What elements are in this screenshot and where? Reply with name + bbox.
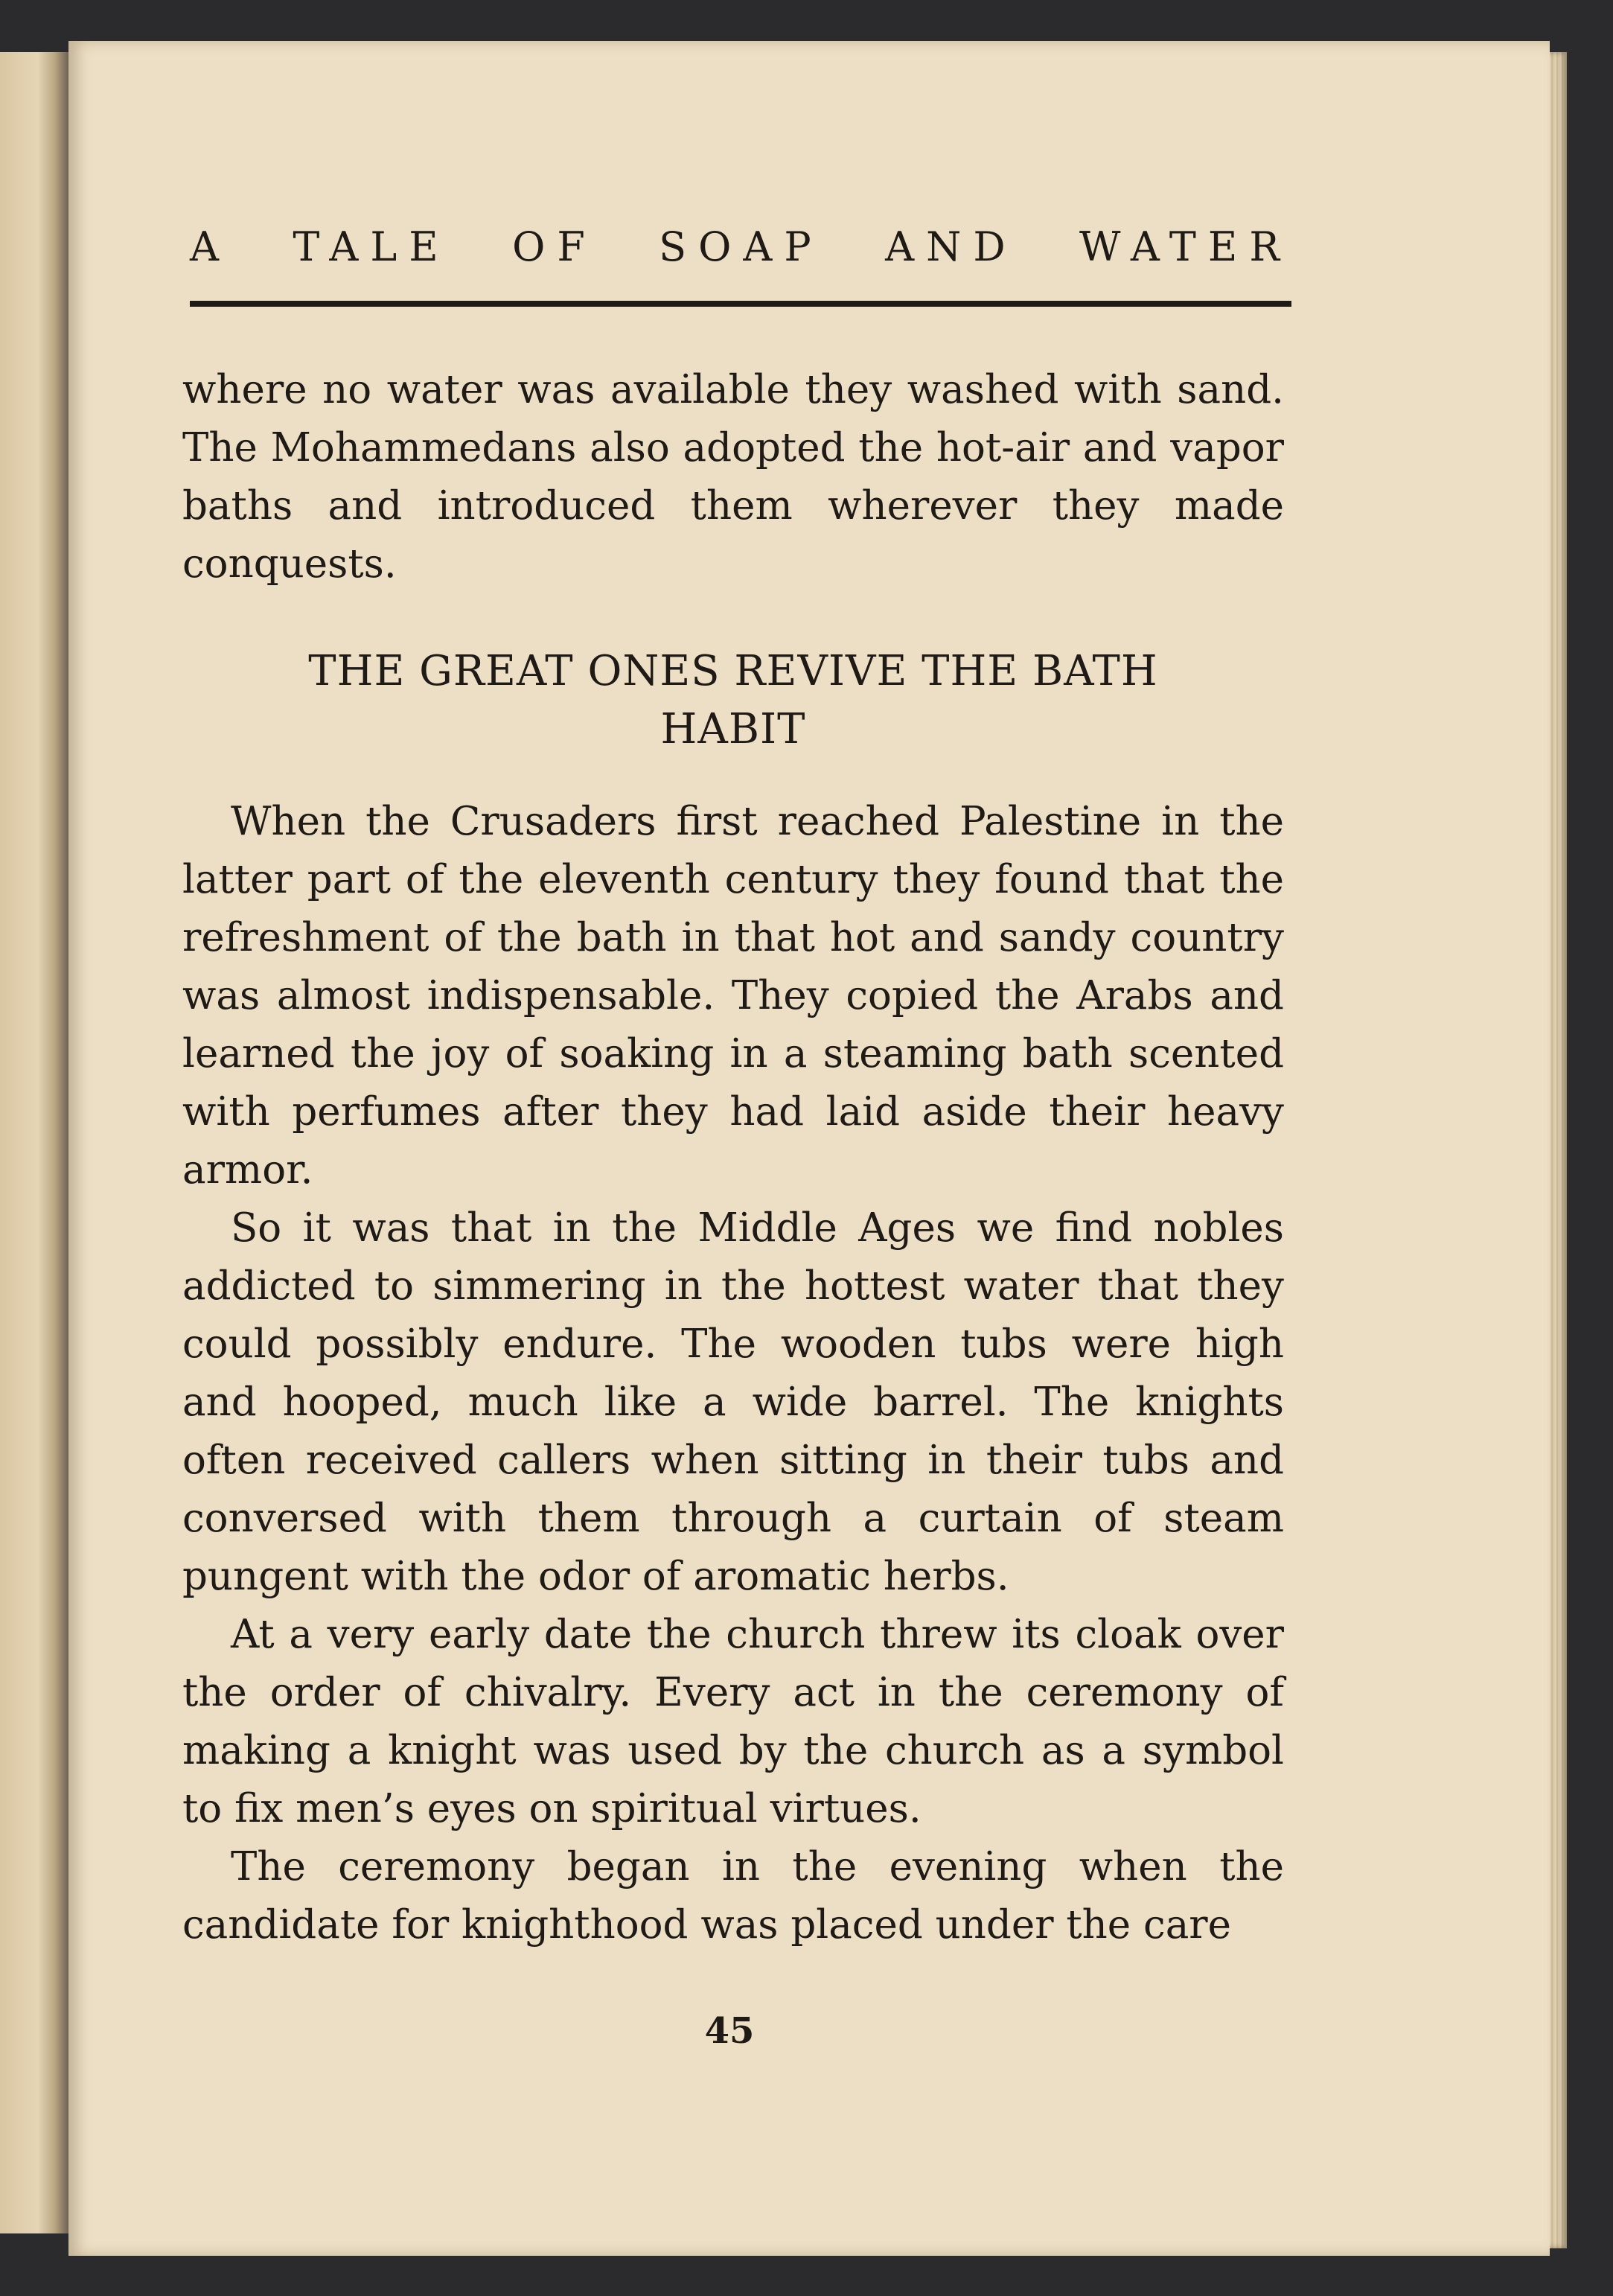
section-heading <box>182 642 1284 759</box>
paragraph: The ceremony began in the evening when the candidate for knighthood was placed under the care <box>182 1844 1284 1948</box>
paragraph: So it was that in the Middle Ages we find nobles addicted to simmering in the hottest water that they could possibly endure. The wooden tubs were high and hooped, much like a wide barrel. The knights often received callers when sitting in their tubs and conversed with them through a curtain of steam pungent with the odor of aromatic herbs. <box>182 1205 1284 1599</box>
body-text <box>182 361 1284 1954</box>
running-head-word: SOAP <box>659 223 823 270</box>
page-number: 45 <box>704 2010 755 2052</box>
header-rule <box>190 301 1291 307</box>
section-heading-line: HABIT <box>660 705 806 753</box>
running-head-word: A <box>190 223 231 270</box>
running-head-word: TALE <box>293 223 450 270</box>
running-head <box>190 223 1291 270</box>
running-head-word: WATER <box>1079 223 1291 270</box>
section-heading-line: THE GREAT ONES REVIVE THE BATH <box>308 647 1158 695</box>
running-head-word: AND <box>885 223 1018 270</box>
left-page-edge <box>0 52 68 2233</box>
paragraph: When the Crusaders first reached Palestine in the latter part of the eleventh century they found that the refreshment of the bath in that hot and sandy country was almost indispensable. They copied the Arabs and learned the joy of soaking in a steaming bath scented with perfumes after they had laid aside their heavy armor. <box>182 799 1284 1193</box>
paragraph: At a very early date the church threw its cloak over the order of chivalry. Every act in the ceremony of making a knight was used by the church as a symbol to fix men’s eyes on spiritual virtues. <box>182 1612 1284 1831</box>
running-head-word: OF <box>512 223 597 270</box>
paragraph-continued: where no water was available they washed with sand. The Mohammedans also adopted the hot-air and vapor baths and introduced them wherever they made conquests. <box>182 367 1284 587</box>
